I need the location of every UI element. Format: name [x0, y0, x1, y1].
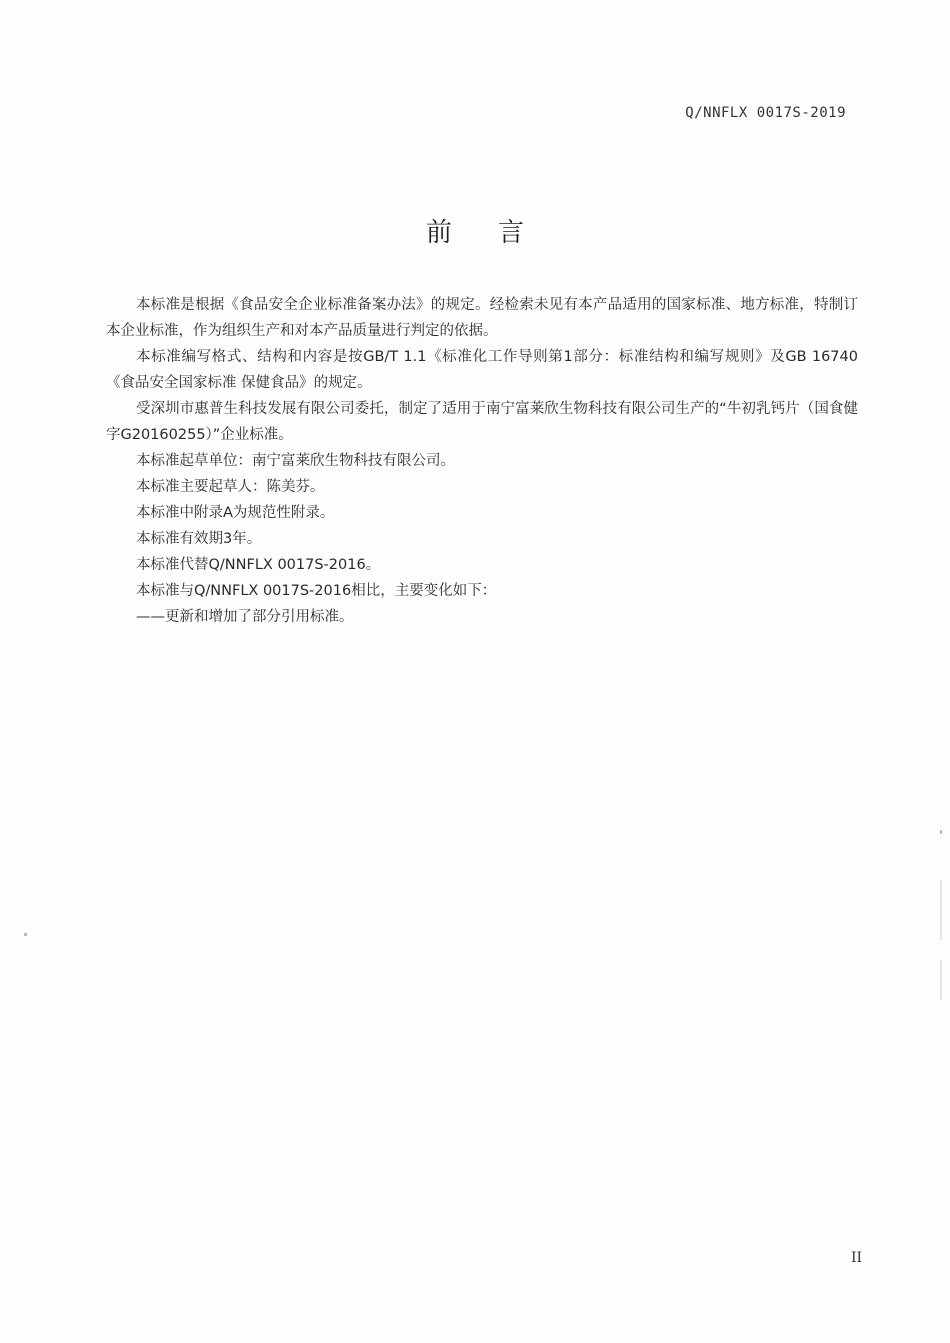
paragraph-changes-intro: 本标准与Q/NNFLX 0017S-2016相比，主要变化如下： [136, 583, 497, 599]
scan-edge-mark [940, 880, 942, 940]
paragraph-drafter: 本标准主要起草人：陈美芬。 [136, 479, 325, 495]
foreword-body [106, 292, 858, 630]
scan-edge-mark [940, 960, 942, 1000]
paragraph-basis: 本标准是根据《食品安全企业标准备案办法》的规定。经检索未见有本产品适用的国家标准、地方标准，特制订本企业标准，作为组织生产和对本产品质量进行判定的依据。 [106, 297, 858, 339]
page-title: 前言 [425, 218, 570, 248]
paragraph-format: 本标准编写格式、结构和内容是按GB/T 1.1《标准化工作导则第1部分：标准结构和编写规则》及GB 16740《食品安全国家标准 保健食品》的规定。 [106, 349, 858, 391]
paragraph-appendix: 本标准中附录A为规范性附录。 [136, 505, 335, 521]
document-code: Q/NNFLX 0017S-2019 [685, 105, 846, 121]
paragraph-validity: 本标准有效期3年。 [136, 531, 262, 547]
scan-edge-mark [940, 830, 942, 834]
paragraph-commission: 受深圳市惠普生科技发展有限公司委托，制定了适用于南宁富莱欣生物科技有限公司生产的“牛初乳钙片（国食健字G20160255）”企业标准。 [106, 401, 858, 443]
scan-edge-mark [24, 933, 27, 936]
paragraph-change-item: ——更新和增加了部分引用标准。 [136, 609, 354, 625]
page-number: II [850, 1250, 862, 1266]
paragraph-replaces: 本标准代替Q/NNFLX 0017S-2016。 [136, 557, 381, 573]
paragraph-drafting-unit: 本标准起草单位：南宁富莱欣生物科技有限公司。 [136, 453, 455, 469]
